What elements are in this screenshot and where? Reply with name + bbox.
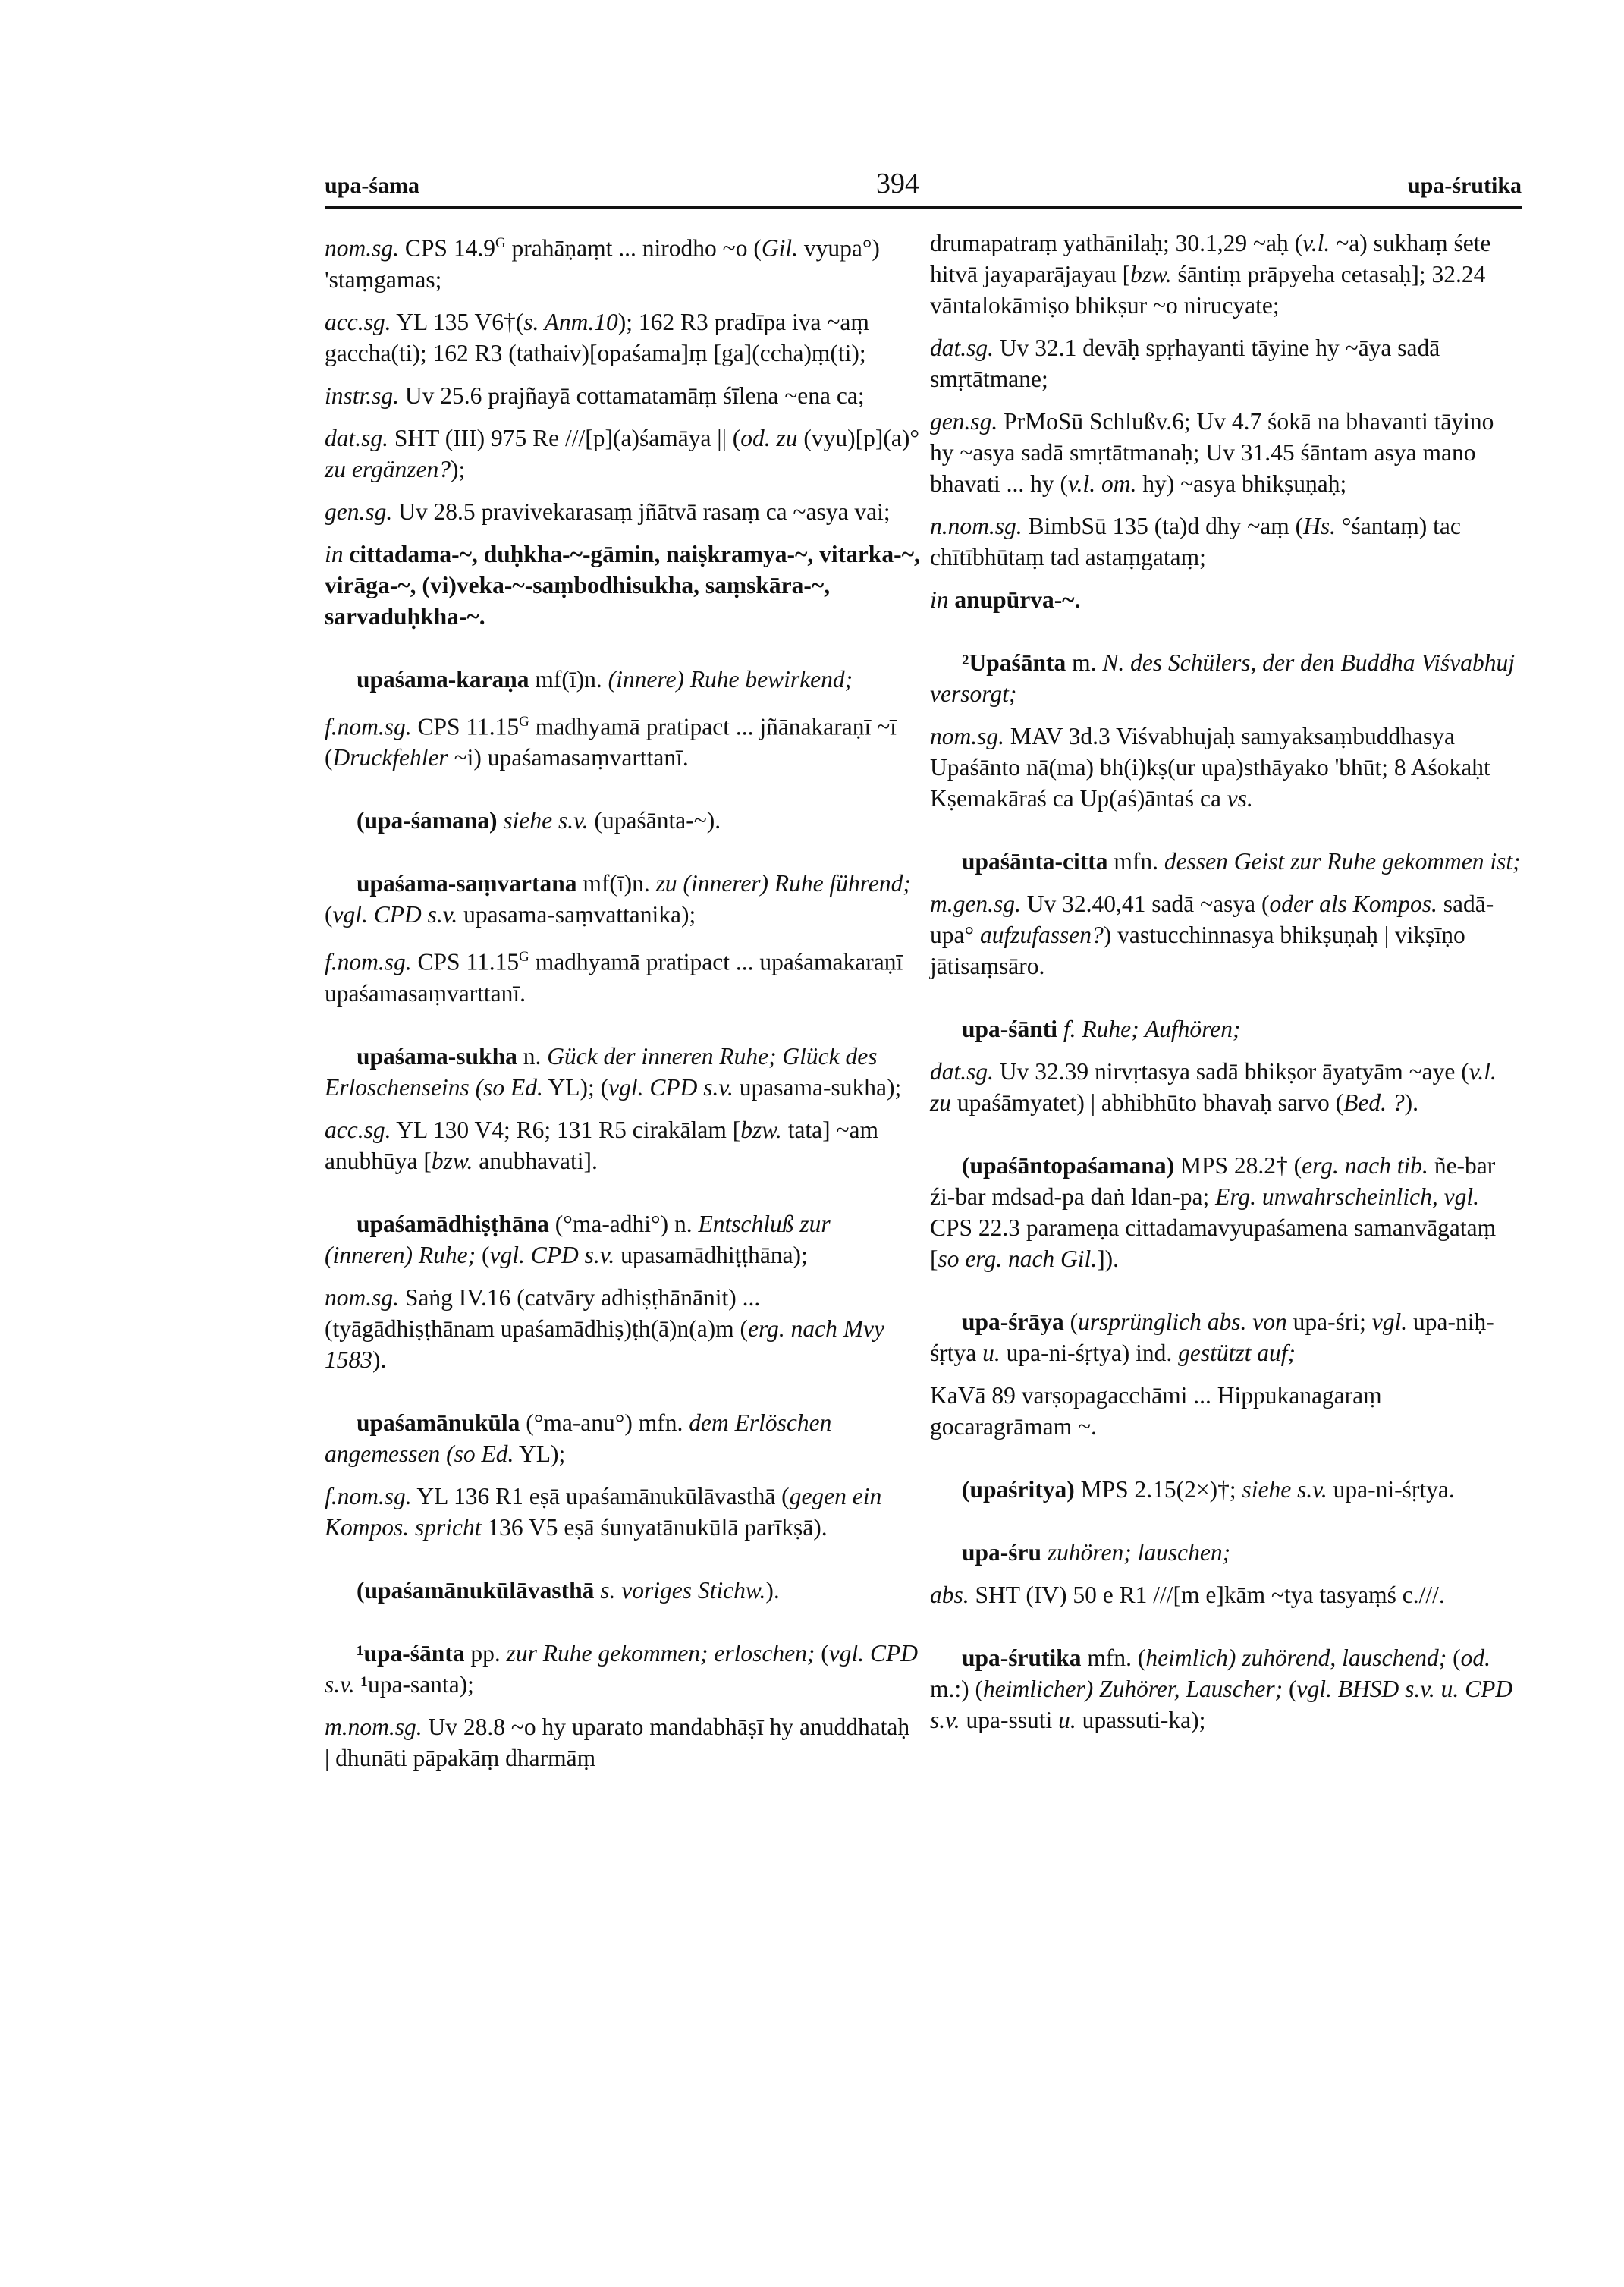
- text-segment: ursprünglich abs. von: [1078, 1308, 1287, 1335]
- text-segment: (: [476, 1241, 490, 1268]
- running-head-right: upa-śrutika: [1407, 173, 1522, 198]
- text-segment: (upaśamānukūlāvasthā: [357, 1576, 595, 1604]
- dictionary-entry-headline: [325, 664, 920, 695]
- text-segment: MPS 2.15(2×)†;: [1074, 1476, 1242, 1503]
- text-segment: so erg. nach Gil.: [938, 1246, 1098, 1272]
- dictionary-entry-headline: [325, 1407, 920, 1469]
- text-segment: (: [325, 901, 333, 928]
- text-segment: od. zu: [740, 424, 798, 451]
- dictionary-entry-headline: [930, 1150, 1522, 1274]
- text-segment: vgl. BHSD s.v. u. CPD s.v.: [930, 1676, 1513, 1733]
- text-segment: Erg. unwahrscheinlich, vgl.: [1215, 1183, 1480, 1210]
- text-segment: upa-śānti: [962, 1016, 1058, 1042]
- text-segment: bzw.: [740, 1116, 782, 1143]
- text-segment: mfn. (: [1081, 1645, 1146, 1671]
- text-segment: ~i) upaśamasaṃvarttanī.: [448, 744, 689, 771]
- dictionary-entry-line: [930, 228, 1522, 321]
- text-segment: sadā-upa°: [930, 891, 1494, 948]
- text-segment: CPS 14.9: [399, 234, 495, 262]
- text-segment: gen.sg.: [325, 498, 393, 525]
- text-segment: bzw.: [1130, 261, 1172, 287]
- text-segment: drumapatraṃ yathānilaḥ; 30.1,29 ~aḥ (: [930, 230, 1303, 256]
- text-segment: upaśānta-citta: [962, 848, 1108, 875]
- text-segment: dat.sg.: [930, 335, 994, 361]
- text-segment: od.: [1460, 1645, 1491, 1671]
- text-segment: ¹upa-santa);: [354, 1670, 474, 1698]
- text-segment: f.nom.sg.: [325, 713, 412, 740]
- text-segment: upaśāmyatet) | abhibhūto bhavaḥ sarvo (: [951, 1089, 1344, 1116]
- text-segment: 136 V5 eṣā śunyatānukūlā parīkṣā).: [481, 1513, 828, 1541]
- text-segment: anubhavati].: [473, 1147, 598, 1174]
- text-segment: acc.sg.: [325, 308, 391, 335]
- text-segment: (upa-śamana): [357, 807, 498, 834]
- text-segment: m.:) (: [930, 1676, 983, 1702]
- text-segment: gen.sg.: [930, 408, 998, 435]
- text-segment: f.nom.sg.: [325, 948, 412, 975]
- text-segment: mf(ī)n.: [529, 665, 608, 693]
- dictionary-entry-line: [325, 941, 920, 1009]
- text-segment: BimbSū 135 (ta)d dhy ~aṃ (: [1022, 513, 1304, 539]
- dictionary-entry-line: [325, 306, 920, 369]
- dictionary-entry-line: [325, 228, 920, 295]
- text-segment: oder als Kompos.: [1269, 891, 1437, 917]
- text-segment: n.: [517, 1042, 548, 1070]
- text-segment: anupūrva-~.: [948, 586, 1081, 613]
- text-segment: madhyamā pratipact ... upaśamakaraṇī upaśamasaṃvarttanī.: [325, 948, 903, 1007]
- text-segment: vyupa°) 'staṃgamas;: [325, 234, 880, 293]
- text-segment: f. Ruhe; Aufhören;: [1063, 1016, 1241, 1042]
- text-segment: upaśamānukūla: [357, 1409, 520, 1436]
- dictionary-entry-headline: [930, 647, 1522, 709]
- text-segment: (innere) Ruhe bewirkend;: [608, 665, 853, 693]
- text-segment: heimlicher) Zuhörer, Lauscher;: [982, 1676, 1283, 1702]
- text-segment: mf(ī)n.: [576, 870, 656, 897]
- text-segment: Bed. ?: [1343, 1089, 1405, 1116]
- text-segment: (upaśritya): [962, 1476, 1075, 1503]
- text-segment: zur Ruhe gekommen; erloschen;: [506, 1639, 815, 1667]
- text-segment: gegen ein Kompos. spricht: [325, 1482, 882, 1541]
- text-segment: heimlich) zuhörend, lauschend;: [1145, 1645, 1447, 1671]
- text-segment: G: [519, 949, 529, 965]
- text-segment: °śantaṃ) tac chītībhūtaṃ tad astaṃgataṃ;: [930, 513, 1461, 570]
- text-segment: madhyamā pratipact ... jñānakaraṇī ~ī (: [325, 713, 897, 771]
- text-segment: YL); (: [542, 1073, 609, 1101]
- text-segment: gestützt auf;: [1178, 1340, 1296, 1366]
- text-segment: upassuti-ka);: [1076, 1707, 1206, 1733]
- text-segment: vgl. CPD s.v.: [608, 1073, 733, 1101]
- text-segment: );: [450, 455, 466, 482]
- text-segment: Uv 32.1 devāḥ spṛhayanti tāyine hy ~āya sadā smṛtātmane;: [930, 335, 1440, 392]
- text-segment: in: [325, 540, 344, 567]
- running-head-left: upa-śama: [325, 173, 420, 198]
- text-segment: G: [519, 713, 529, 730]
- text-segment: siehe s.v.: [503, 807, 589, 834]
- text-segment: Uv 32.39 nirvṛtasya sadā bhikṣor āyatyām ~aye (: [994, 1058, 1469, 1085]
- text-segment: bzw.: [431, 1147, 473, 1174]
- dictionary-entry-line: [325, 706, 920, 774]
- text-segment: [1057, 1016, 1063, 1042]
- dictionary-entry-headline: [930, 1013, 1522, 1045]
- text-segment: G: [495, 235, 506, 251]
- text-segment: MPS 28.2† (: [1174, 1152, 1302, 1179]
- text-segment: SHT (III) 975 Re ///[p](a)śamāya || (: [388, 424, 741, 451]
- text-segment: upa-niḥ-śṛtya: [930, 1308, 1494, 1366]
- text-segment: v.l. zu: [930, 1058, 1497, 1116]
- text-segment: vgl.: [1371, 1308, 1408, 1335]
- text-segment: nom.sg.: [325, 1283, 400, 1311]
- dictionary-entry-headline: [325, 1041, 920, 1103]
- dictionary-entry-headline: [930, 1537, 1522, 1568]
- text-segment: YL);: [514, 1440, 566, 1467]
- text-segment: ~a) sukhaṃ śete hitvā jayaparājayau [: [930, 230, 1491, 287]
- text-segment: upa-śru: [962, 1539, 1042, 1566]
- text-segment: (upaśāntopaśamana): [962, 1152, 1175, 1179]
- dictionary-entry-headline: [325, 868, 920, 930]
- right-column: [930, 228, 1522, 1747]
- text-segment: Hs.: [1303, 513, 1337, 539]
- text-segment: [1041, 1539, 1048, 1566]
- dictionary-entry-line: [325, 496, 920, 527]
- text-segment: prahāṇaṃt ... nirodho ~o (: [505, 234, 762, 262]
- text-segment: Uv 28.8 ~o hy uparato mandabhāṣī hy anuddhataḥ | dhunāti pāpakāṃ dharmāṃ: [325, 1713, 910, 1771]
- text-segment: erg. nach Mvy 1583: [325, 1315, 884, 1373]
- text-segment: (: [815, 1639, 829, 1667]
- text-segment: CPS 11.15: [411, 948, 520, 975]
- text-segment: dat.sg.: [930, 1058, 994, 1085]
- text-segment: Uv 28.5 pravivekarasaṃ jñātvā rasaṃ ca ~asya vai;: [392, 498, 891, 525]
- text-segment: ¹upa-śānta: [357, 1639, 465, 1667]
- text-segment: śāntiṃ prāpyeha cetasaḥ]; 32.24 vāntalokāmiṣo bhikṣur ~o nirucyate;: [930, 261, 1486, 319]
- text-segment: zu (innerer) Ruhe führend;: [655, 870, 911, 897]
- text-segment: YL 136 R1 eṣā upaśamānukūlāvasthā (: [411, 1482, 790, 1509]
- text-segment: v.l. om.: [1067, 470, 1137, 497]
- text-segment: m.gen.sg.: [930, 891, 1021, 917]
- text-segment: vs.: [1227, 785, 1253, 812]
- text-segment: upasamādhiṭṭhāna);: [614, 1241, 808, 1268]
- text-segment: YL 130 V4; R6; 131 R5 cirakālam [: [391, 1116, 741, 1143]
- text-segment: nom.sg.: [325, 234, 400, 262]
- text-segment: erg. nach tib.: [1302, 1152, 1428, 1179]
- text-segment: m.nom.sg.: [325, 1713, 422, 1740]
- dictionary-entry-line: [930, 888, 1522, 982]
- text-segment: dem Erlöschen angemessen (so Ed.: [325, 1409, 832, 1467]
- text-segment: PrMoSū Schlußv.6; Uv 4.7 śokā na bhavanti tāyino hy ~asya sadā smṛtātmanaḥ; Uv 31.45 śāntam asya mano bhavati ... hy (: [930, 408, 1494, 497]
- text-segment: SHT (IV) 50 e R1 ///[m e]kām ~tya tasyaṃś c.///.: [969, 1582, 1445, 1608]
- text-segment: ]).: [1097, 1246, 1120, 1272]
- text-segment: upaśama-karaṇa: [357, 665, 529, 693]
- text-segment: mfn.: [1107, 848, 1164, 875]
- dictionary-entry-headline: [325, 1575, 920, 1606]
- text-segment: nom.sg.: [930, 723, 1005, 749]
- text-segment: cittadama-~, duḥkha-~-gāmin, naiṣkramya-~, vitarka-~, virāga-~, (vi)veka-~-saṃbodhisukha, saṃskāra-~, sarvaduḥkha-~.: [325, 540, 920, 630]
- text-segment: zu ergänzen?: [325, 455, 451, 482]
- text-segment: KaVā 89 varṣopagacchāmi ... Hippukanagaraṃ gocaragrāmam ~.: [930, 1382, 1382, 1440]
- text-segment: abs.: [930, 1582, 969, 1608]
- text-segment: ); 162 R3 pradīpa iva ~aṃ gaccha(ti); 162 R3 (tathaiv)[opaśama]ṃ [ga](ccha)ṃ(ti);: [325, 308, 869, 366]
- text-segment: upasama-sukha);: [733, 1073, 902, 1101]
- text-segment: (°ma-adhi°) n.: [548, 1210, 699, 1237]
- dictionary-entry-headline: [930, 1642, 1522, 1736]
- text-segment: u.: [982, 1340, 1000, 1366]
- text-segment: (°ma-anu°) mfn.: [520, 1409, 689, 1436]
- text-segment: Saṅg IV.16 (catvāry adhiṣṭhānānit) ... (tyāgādhiṣṭhānam upaśamādhiṣ)ṭh(ā)n(a)m (: [325, 1283, 761, 1342]
- text-segment: siehe s.v.: [1242, 1476, 1327, 1503]
- dictionary-entry-line: [325, 539, 920, 632]
- text-segment: ñe-bar źi-bar mdsad-pa daṅ ldan-pa;: [930, 1152, 1496, 1210]
- text-segment: (: [1447, 1645, 1461, 1671]
- text-segment: n.nom.sg.: [930, 513, 1022, 539]
- dictionary-entry-headline: [930, 1306, 1522, 1368]
- text-segment: upa-śrutika: [962, 1645, 1082, 1671]
- text-segment: Gil.: [761, 234, 798, 262]
- text-segment: vgl. CPD s.v.: [489, 1241, 615, 1268]
- dictionary-entry-line: [325, 380, 920, 411]
- dictionary-entry-line: [930, 1056, 1522, 1118]
- dictionary-entry-headline: [325, 1208, 920, 1271]
- text-segment: s. voriges Stichw.: [600, 1576, 766, 1604]
- text-segment: instr.sg.: [325, 382, 400, 409]
- left-column: [325, 228, 920, 1785]
- text-segment: upaśamādhiṣṭhāna: [357, 1210, 549, 1237]
- text-segment: Uv 25.6 prajñayā cottamatamāṃ śīlena ~ena ca;: [399, 382, 865, 409]
- text-segment: pp.: [464, 1639, 507, 1667]
- dictionary-entry-line: [930, 584, 1522, 615]
- text-segment: tata] ~am anubhūya [: [325, 1116, 879, 1174]
- dictionary-entry-line: [930, 332, 1522, 394]
- text-segment: u.: [1058, 1707, 1076, 1733]
- dictionary-entry-line: [930, 406, 1522, 499]
- dictionary-entry-headline: [930, 846, 1522, 877]
- text-segment: upasama-saṃvattanika);: [457, 901, 696, 928]
- text-segment: ²Upaśānta: [962, 649, 1066, 676]
- text-segment: upa-ssuti: [960, 1707, 1059, 1733]
- text-segment: hy) ~asya bhikṣuṇaḥ;: [1136, 470, 1347, 497]
- text-segment: upa-ni-śṛtya.: [1327, 1476, 1455, 1503]
- text-segment: dat.sg.: [325, 424, 389, 451]
- text-segment: ).: [765, 1576, 780, 1604]
- text-segment: upaśama-saṃvartana: [357, 870, 577, 897]
- dictionary-entry-line: [325, 1282, 920, 1375]
- text-segment: Gück der inneren Ruhe; Glück des Erloschenseins (so Ed.: [325, 1042, 878, 1101]
- text-segment: Uv 32.40,41 sadā ~asya (: [1020, 891, 1270, 917]
- text-segment: acc.sg.: [325, 1116, 391, 1143]
- text-segment: zuhören; lauschen;: [1047, 1539, 1231, 1566]
- text-segment: Druckfehler: [332, 744, 448, 771]
- dictionary-entry-line: [325, 1481, 920, 1543]
- text-segment: ).: [1404, 1089, 1419, 1116]
- text-segment: (: [1283, 1676, 1297, 1702]
- text-segment: CPS 22.3 parameṇa cittadamavyupaśamena samanvāgataṃ [: [930, 1214, 1497, 1272]
- header-rule: [325, 206, 1522, 209]
- text-segment: upaśama-sukha: [357, 1042, 517, 1070]
- text-segment: Entschluß zur (inneren) Ruhe;: [325, 1210, 831, 1268]
- text-segment: in: [930, 586, 949, 613]
- dictionary-entry-line: [325, 1114, 920, 1176]
- text-segment: YL 135 V6†(: [391, 308, 524, 335]
- text-segment: f.nom.sg.: [325, 1482, 412, 1509]
- page-number: 394: [876, 168, 919, 199]
- dictionary-entry-headline: [325, 805, 920, 836]
- text-segment: dessen Geist zur Ruhe gekommen ist;: [1164, 848, 1521, 875]
- text-segment: (vyu)[p](a)°: [797, 424, 919, 451]
- text-segment: MAV 3d.3 Viśvabhujaḥ samyaksaṃbuddhasya Upaśānto nā(ma) bh(i)kṣ(ur upa)sthāyako 'bhūt; 8 Aśokaḥt Kṣemakāraś ca Up(aś)āntaś ca: [930, 723, 1490, 812]
- text-segment: CPS 11.15: [411, 713, 520, 740]
- dictionary-entry-line: [325, 1711, 920, 1773]
- text-segment: upa-śrāya: [962, 1308, 1064, 1335]
- text-segment: (upaśānta-~).: [588, 807, 721, 834]
- text-segment: vgl. CPD s.v.: [325, 1639, 918, 1698]
- text-segment: s. Anm.10: [523, 308, 618, 335]
- text-segment: aufzufassen?: [979, 922, 1104, 948]
- dictionary-entry-line: [930, 510, 1522, 573]
- text-segment: v.l.: [1302, 230, 1330, 256]
- dictionary-entry-line: [930, 1380, 1522, 1442]
- text-segment: upa-ni-śṛtya) ind.: [1000, 1340, 1179, 1366]
- dictionary-entry-line: [930, 721, 1522, 814]
- dictionary-entry-line: [325, 423, 920, 485]
- text-segment: upa-śri;: [1286, 1308, 1372, 1335]
- text-segment: m.: [1066, 649, 1103, 676]
- text-segment: ).: [372, 1346, 387, 1373]
- text-segment: (: [1063, 1308, 1079, 1335]
- text-segment: ) vastucchinnasya bhikṣuṇaḥ | vikṣīṇo jātisaṃsāro.: [930, 922, 1465, 979]
- text-segment: vgl. CPD s.v.: [332, 901, 458, 928]
- dictionary-entry-headline: [930, 1474, 1522, 1505]
- text-segment: N. des Schülers, der den Buddha Viśvabhuj versorgt;: [930, 649, 1515, 707]
- dictionary-entry-headline: [325, 1638, 920, 1700]
- dictionary-entry-line: [930, 1579, 1522, 1610]
